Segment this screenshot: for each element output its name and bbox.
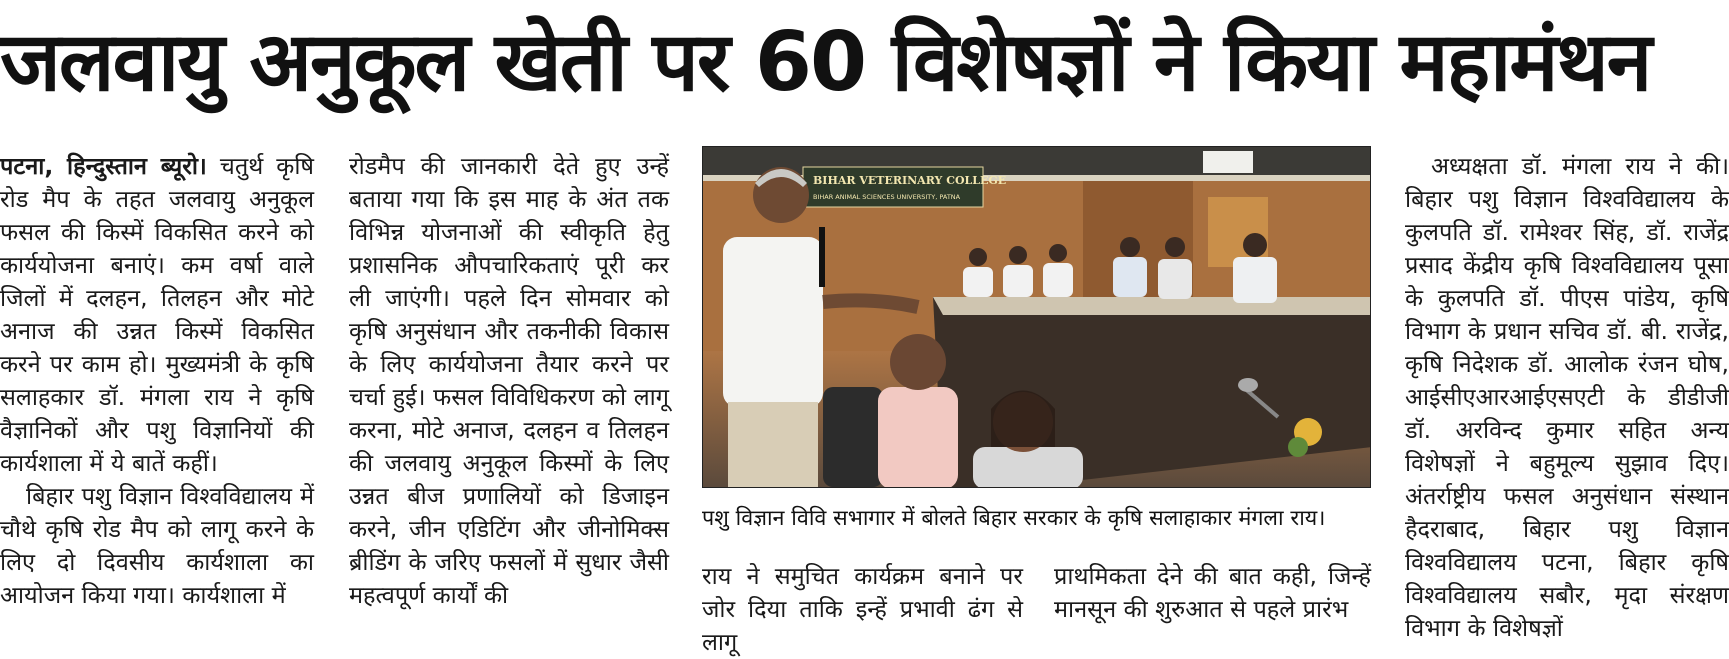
paragraph-3: रोडमैप की जानकारी देते हुए उन्हें बताया गया कि इस माह के अंत तक विभिन्न योजनाओं की स्वीकृति हेतु प्रशासनिक औपचारिकताएं पूरी कर ली जाएंगी। पहले दिन सोमवार को कृषि अनुसंधान और तकनीकी विकास के लिए कार्ययोजना तैयार करने पर चर्चा हुई। फसल विविधिकरण को लागू करना, मोटे अनाज, दलहन व तिलहन की जलवायु अनुकूल किस्मों के लिए उन्नत बीज प्रणालियों को डिजाइन करने, जीन एडिटिंग और जीनोमिक्स ब्रीडिंग के जरिए फसलों में सुधार जैसी महत्वपूर्ण कार्यों की xyxy=(349,152,669,609)
banner-text-2: BIHAR ANIMAL SCIENCES UNIVERSITY, PATNA xyxy=(813,193,961,201)
paragraph-6: अध्यक्षता डॉ. मंगला राय ने की। बिहार पशु विज्ञान विश्वविद्यालय के कुलपति डॉ. रामेश्वर सिंह, डॉ. राजेंद्र प्रसाद केंद्रीय कृषि विश्वविद्यालय पूसा के कुलपति डॉ. पीएस पांडेय, कृषि विभाग के प्रधान सचिव डॉ. बी. राजेंद्र, कृषि निदेशक डॉ. आलोक रंजन घोष, आईसीएआरआईएसएटी के डीडीजी डॉ. अरविन्द कुमार सहित अन्य विशेषज्ञों ने बहुमूल्य सुझाव दिए। अंतर्राष्ट्रीय फसल अनुसंधान संस्थान हैदराबाद, बिहार पशु विज्ञान विश्वविद्यालय पटना, बिहार कृषि विश्वविद्यालय सबौर, मृदा संरक्षण विभाग के विशेषज्ञों xyxy=(1405,152,1729,642)
article-column-5 xyxy=(1405,150,1729,645)
news-photo xyxy=(702,146,1371,488)
paragraph-5: प्राथमिकता देने की बात कही, जिन्हें मानसून की शुरुआत से पहले प्रारंभ xyxy=(1054,562,1371,623)
paragraph-1-text: चतुर्थ कृषि रोड मैप के तहत जलवायु अनुकूल फसल की किस्में विकसित करने को कार्ययोजना बनाएं। कम वर्षा वाले जिलों में दलहन, तिलहन और मोटे अनाज की उन्नत किस्में विकसित करने पर काम हो। मुख्यमंत्री के कृषि सलाहकार डॉ. मंगला राय ने कृषि वैज्ञानिकों और पशु विज्ञानियों की कार्यशाला में ये बातें कहीं। xyxy=(0,152,314,477)
dateline: पटना, हिन्दुस्तान ब्यूरो। xyxy=(0,152,207,180)
paragraph-4: राय ने समुचित कार्यक्रम बनाने पर जोर दिया ताकि इन्हें प्रभावी ढंग से लागू xyxy=(702,562,1023,656)
article-column-4 xyxy=(1054,560,1371,626)
photo-caption: पशु विज्ञान विवि सभागार में बोलते बिहार सरकार के कृषि सलाहाकार मंगला राय। xyxy=(702,506,1326,531)
paragraph-2: बिहार पशु विज्ञान विश्वविद्यालय में चौथे कृषि रोड मैप को लागू करने के लिए दो दिवसीय कार्यशाला का आयोजन किया गया। कार्यशाला में xyxy=(0,482,314,609)
article-column-1 xyxy=(0,150,314,612)
paragraph-1 xyxy=(0,150,314,480)
headline: जलवायु अनुकूल खेती पर 60 विशेषज्ञों ने किया महामंथन xyxy=(0,15,1651,110)
article-column-2 xyxy=(349,150,669,612)
banner-text-1: BIHAR VETERINARY COLLEGE xyxy=(813,174,1007,187)
photo-illustration xyxy=(703,147,1371,488)
article-column-3 xyxy=(702,560,1023,659)
